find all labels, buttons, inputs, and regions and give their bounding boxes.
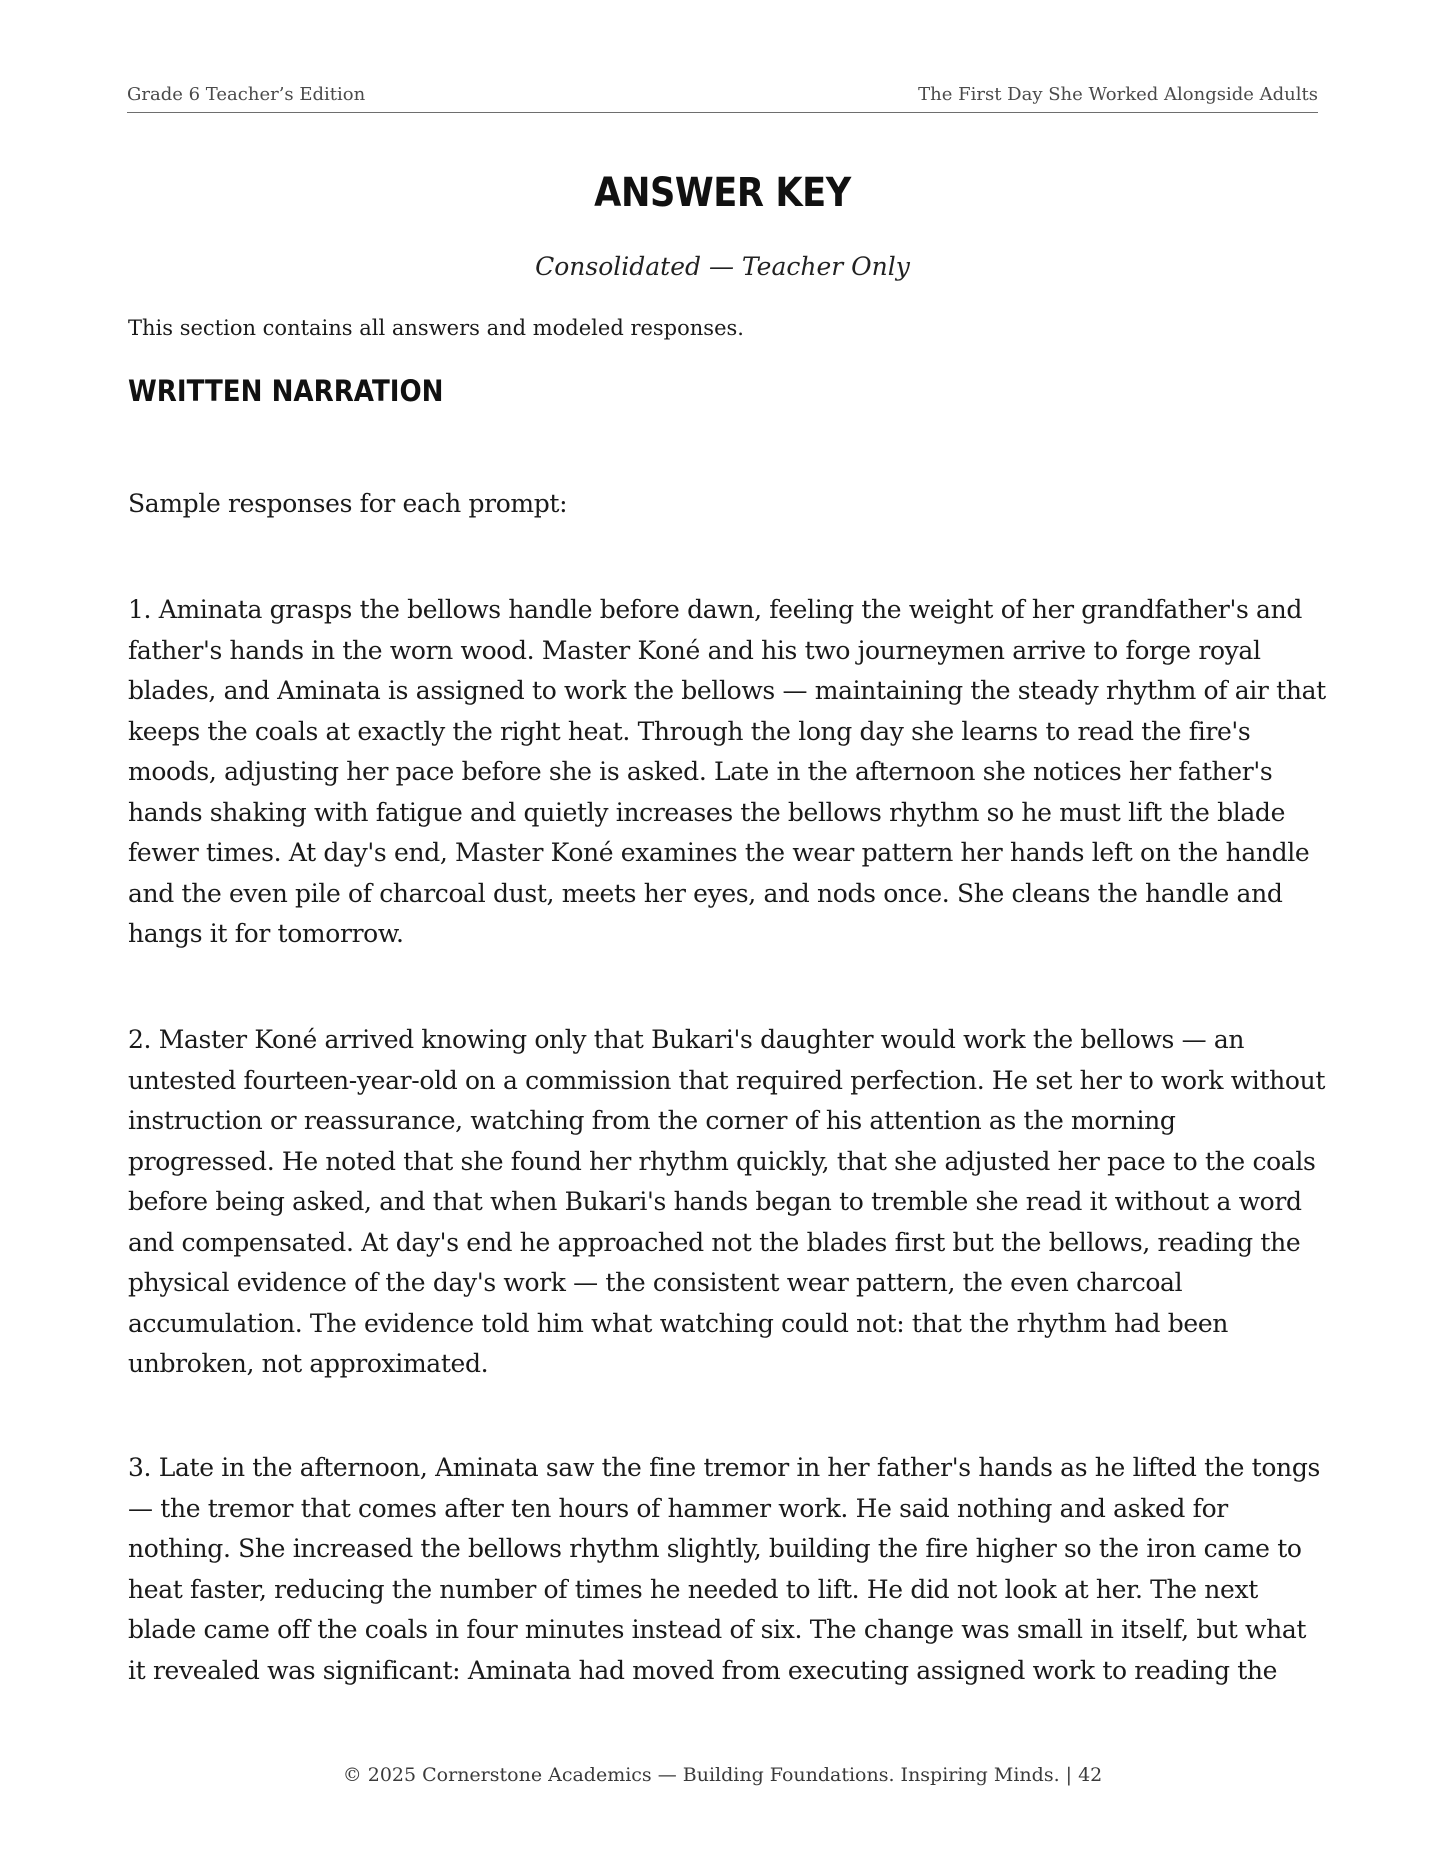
intro-text: This section contains all answers and modeled responses. — [128, 316, 744, 340]
section-lead: Sample responses for each prompt: — [128, 489, 568, 518]
page-title: ANSWER KEY — [594, 170, 851, 216]
section-heading: WRITTEN NARRATION — [128, 374, 444, 408]
response-paragraph-2: 2. Master Koné arrived knowing only that Bukari's daughter would work the bellows — an untested fourteen-year-old on a commission that required perfection. He set her to work without instruction or reassurance, watching from the corner of his attention as the morning progressed. He noted that she found her rhythm quickly, that she adjusted her pace to the coals before being asked, and that when Bukari's hands began to tremble she read it without a word and compensated. At day's end he approached not the blades first but the bellows, reading the physical evidence of the day's work — the consistent wear pattern, the even charcoal accumulation. The evidence told him what watching could not: that the rhythm had been unbroken, not approximated. — [128, 1025, 1326, 1378]
page-subtitle: Consolidated — Teacher Only — [535, 252, 910, 281]
header-story-title: The First Day She Worked Alongside Adults — [918, 84, 1318, 105]
page-footer: © 2025 Cornerstone Academics — Building Foundations. Inspiring Minds. | 42 — [342, 1764, 1103, 1786]
header-edition-label: Grade 6 Teacher’s Edition — [127, 84, 366, 105]
response-paragraph-3: 3. Late in the afternoon, Aminata saw the fine tremor in her father's hands as he lifted the tongs — the tremor that comes after ten hours of hammer work. He said nothing and asked for nothing. She increased the bellows rhythm slightly, building the fire higher so the iron came to heat faster, reducing the number of times he needed to lift. He did not look at her. The next blade came off the coals in four minutes instead of six. The change was small in itself, but what it revealed was significant: Aminata had moved from executing assigned work to reading the — [128, 1453, 1320, 1685]
response-paragraph-1: 1. Aminata grasps the bellows handle before dawn, feeling the weight of her grandfather's and father's hands in the worn wood. Master Koné and his two journeymen arrive to forge royal blades, and Aminata is assigned to work the bellows — maintaining the steady rhythm of air that keeps the coals at exactly the right heat. Through the long day she learns to read the fire's moods, adjusting her pace before she is asked. Late in the afternoon she notices her father's hands shaking with fatigue and quietly increases the bellows rhythm so he must lift the blade fewer times. At day's end, Master Koné examines the wear pattern her hands left on the handle and the even pile of charcoal dust, meets her eyes, and nods once. She cleans the handle and hangs it for tomorrow. — [128, 595, 1326, 948]
running-header — [127, 82, 1318, 113]
